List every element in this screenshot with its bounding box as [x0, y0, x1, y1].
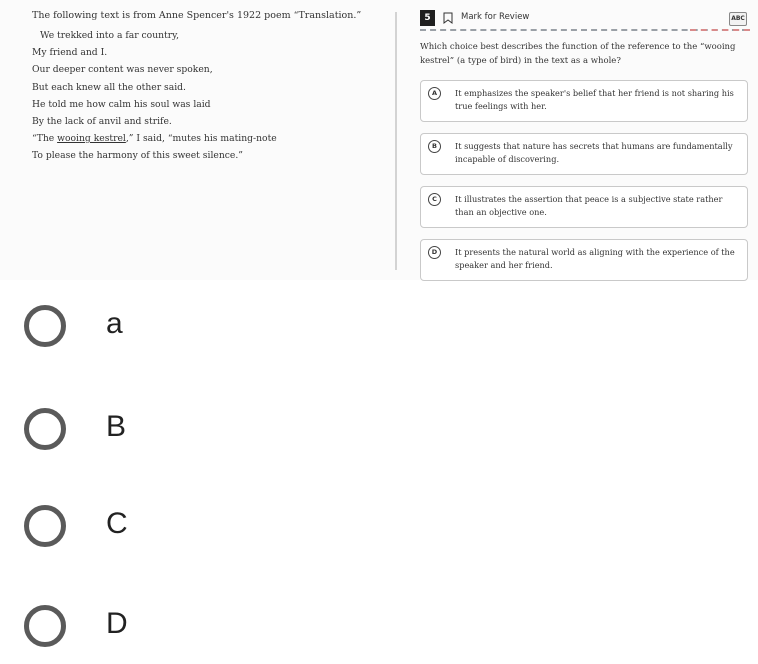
- option-c[interactable]: [420, 186, 748, 228]
- answer-label: B: [106, 410, 127, 443]
- poem-line: By the lack of anvil and strife.: [32, 115, 172, 127]
- radio-button[interactable]: [24, 408, 66, 450]
- pane-divider[interactable]: [395, 12, 397, 270]
- header-divider-accent: [690, 29, 750, 31]
- poem-line: We trekked into a far country,: [40, 30, 180, 41]
- radio-button[interactable]: [24, 605, 66, 647]
- option-a[interactable]: [420, 80, 748, 122]
- answer-label: C: [106, 507, 128, 540]
- poem-line: [32, 130, 372, 147]
- poem-line: To please the harmony of this sweet silence.”: [32, 150, 243, 162]
- passage-pane: [32, 10, 372, 165]
- answer-label: D: [106, 607, 128, 640]
- option-b[interactable]: [420, 133, 748, 175]
- answer-d[interactable]: [24, 595, 344, 655]
- option-letter: D: [428, 246, 441, 259]
- question-prompt: Which choice best describes the function of the reference to the “wooing kestrel” (a type of bird) in the text as a whole?: [420, 42, 736, 66]
- answer-c[interactable]: [24, 495, 344, 555]
- poem-line: He told me how calm his soul was laid: [32, 98, 211, 110]
- question-number: 5: [420, 10, 435, 26]
- poem-line: Our deeper content was never spoken,: [32, 64, 213, 76]
- poem-line-post: ,” I said, “mutes his mating-note: [125, 133, 277, 145]
- poem-line: But each knew all the other said.: [32, 81, 186, 93]
- mark-for-review-button[interactable]: Mark for Review: [461, 12, 530, 22]
- abc-eliminator-button[interactable]: ABC: [729, 12, 747, 26]
- answer-b[interactable]: [24, 398, 344, 458]
- option-text: It suggests that nature has secrets that humans are fundamentally incapable of discovering.: [455, 141, 733, 164]
- question-screenshot: [0, 0, 758, 280]
- question-header: [420, 10, 750, 32]
- radio-button[interactable]: [24, 305, 66, 347]
- option-letter: C: [428, 193, 441, 206]
- passage-intro: The following text is from Anne Spencer's 1922 poem “Translation.”: [32, 10, 362, 21]
- option-text: It illustrates the assertion that peace is a subjective state rather than an objective one.: [455, 194, 723, 217]
- option-d[interactable]: [420, 239, 748, 281]
- poem-line-pre: “The: [32, 133, 58, 145]
- answer-label: a: [106, 307, 123, 340]
- option-letter: A: [428, 87, 441, 100]
- option-letter: B: [428, 140, 441, 153]
- option-text: It emphasizes the speaker's belief that her friend is not sharing his true feelings with her.: [455, 88, 734, 111]
- answer-a[interactable]: [24, 295, 344, 355]
- question-pane: [420, 10, 750, 292]
- option-text: It presents the natural world as aligning with the experience of the speaker and her friend.: [455, 247, 735, 270]
- poem-line: My friend and I.: [32, 47, 108, 59]
- underlined-phrase: wooing kestrel: [57, 133, 126, 145]
- bookmark-icon[interactable]: [443, 12, 453, 24]
- radio-button[interactable]: [24, 505, 66, 547]
